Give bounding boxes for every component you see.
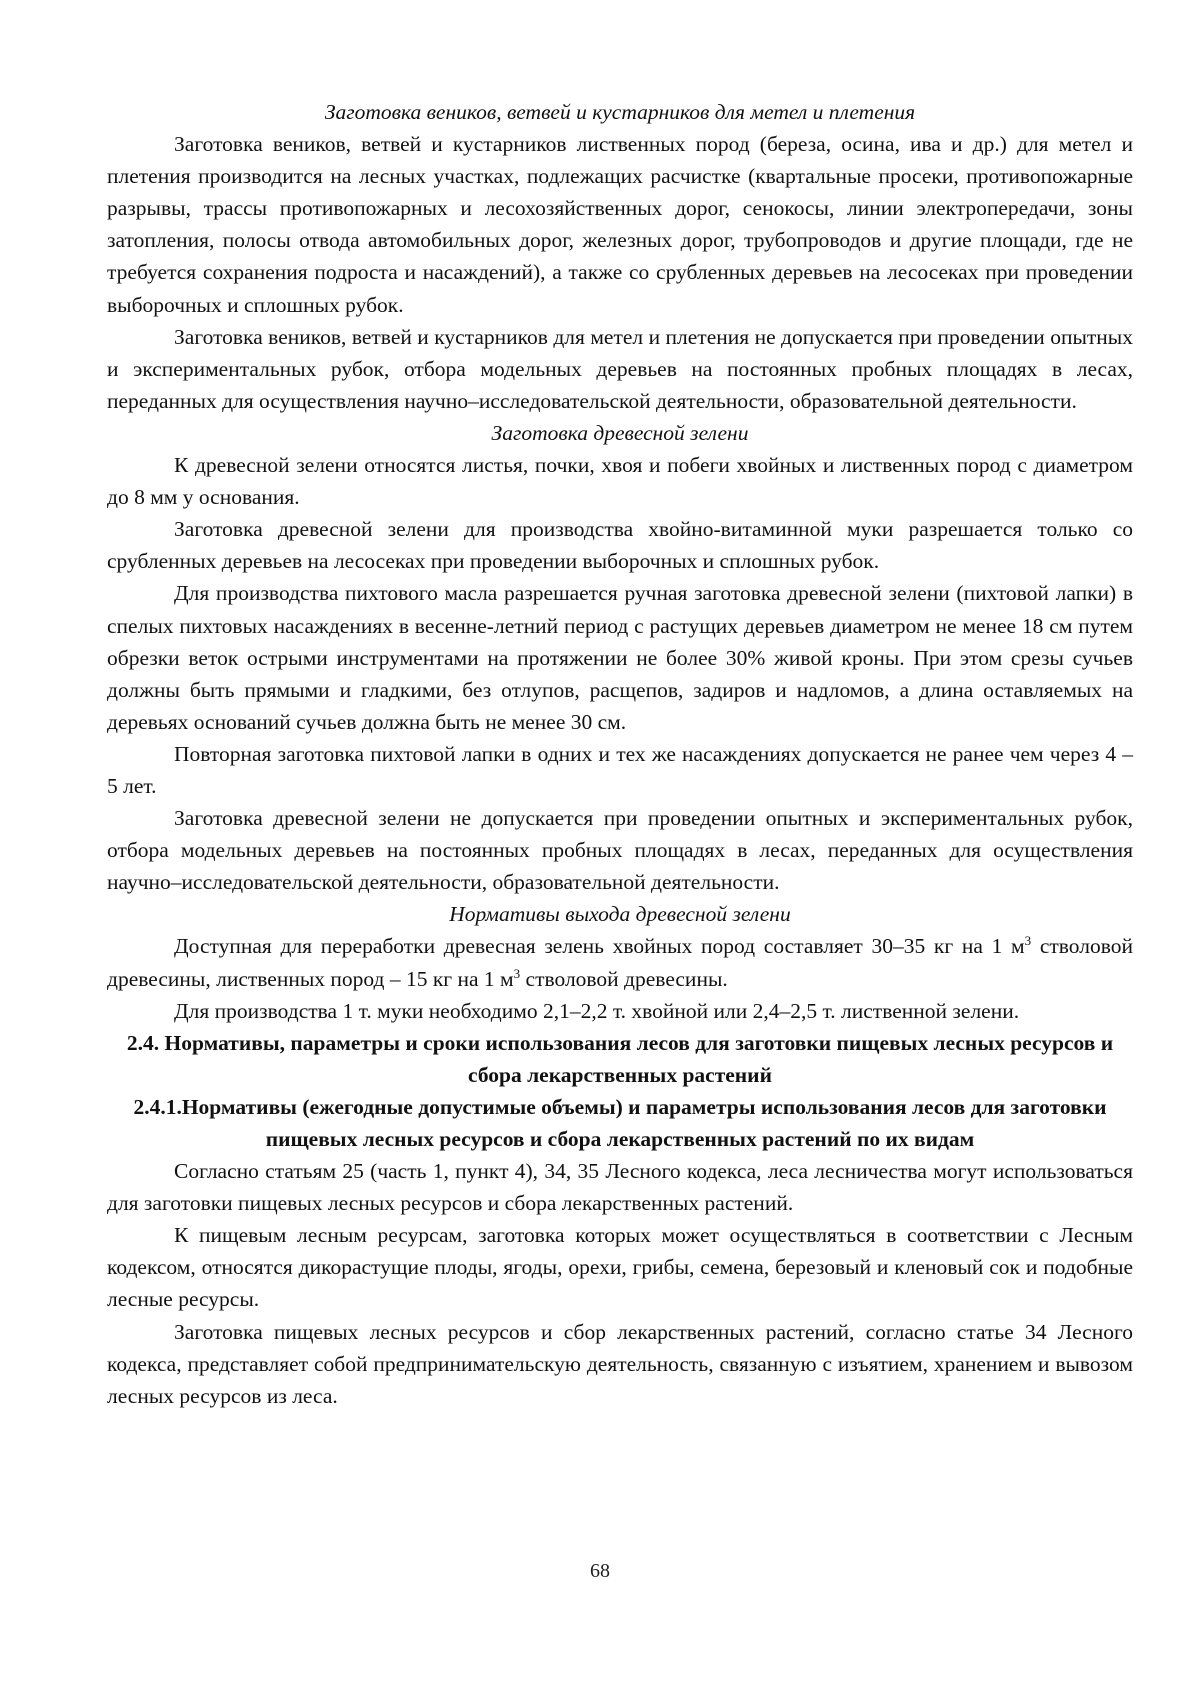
text-part: стволовой древесины. (520, 966, 728, 991)
paragraph: Заготовка веников, ветвей и кустарников для метел и плетения не допускается при проведении опытных и экспериментальных рубок, отбора модельных деревьев на постоянных пробных площадях в лесах, переданных для осуществления научно–исследовательской деятельности, образовательной деятельности. (107, 324, 1133, 413)
section-title-brooms: Заготовка веников, ветвей и кустарников для метел и плетения (324, 100, 916, 124)
paragraph: Для производства 1 т. муки необходимо 2,1–2,2 т. хвойной или 2,4–2,5 т. лиственной зелени. (174, 998, 1020, 1023)
paragraph: К пищевым лесным ресурсам, заготовка которых может осуществляться в соответствии с Лесным кодексом, относятся дикорастущие плоды, ягоды, орехи, грибы, семена, березовый и кленовый сок и подобные лесные ресурсы. (107, 1223, 1133, 1312)
paragraph: Заготовка веников, ветвей и кустарников лиственных пород (береза, осина, ива и др.) для метел и плетения производится на лесных участках, подлежащих расчистке (квартальные просеки, противопожарные разрывы, трассы противопожарных и лесохозяйственных дорог, сенокосы, линии электропередачи, зоны затопления, полосы отвода автомобильных дорог, железных дорог, трубопроводов и другие площади, где не требуется сохранения подроста и насаждений), а также со срубленных деревьев на лесосеках при проведении выборочных и сплошных рубок. (107, 132, 1133, 317)
section-title-greenery: Заготовка древесной зелени (491, 420, 749, 445)
heading-2-4: 2.4. Нормативы, параметры и сроки использования лесов для заготовки пищевых лесных ресурсов и сбора лекарственных растений (126, 1030, 1114, 1087)
document-page (107, 96, 1133, 1412)
section-title-norms: Нормативы выхода древесной зелени (449, 902, 791, 927)
paragraph: Заготовка древесной зелени для производства хвойно-витаминной муки разрешается только со срубленных деревьев на лесосеках при проведении выборочных и сплошных рубок. (107, 517, 1133, 574)
text-part: Доступная для переработки древесная зелень хвойных пород составляет 30–35 кг на 1 м (174, 934, 1025, 959)
text-part: стволовой древесины, лиственных пород – 15 кг на 1 м (107, 934, 1133, 991)
page-number: 68 (590, 1560, 610, 1582)
paragraph: Повторная заготовка пихтовой лапки в одних и тех же насаждениях допускается не ранее чем через 4 – 5 лет. (107, 741, 1133, 798)
paragraph: Согласно статьям 25 (часть 1, пункт 4), 34, 35 Лесного кодекса, леса лесничества могут использоваться для заготовки пищевых лесных ресурсов и сбора лекарственных растений. (107, 1159, 1133, 1216)
superscript: 3 (1024, 933, 1032, 949)
paragraph: Заготовка пищевых лесных ресурсов и сбор лекарственных растений, согласно статье 34 Лесного кодекса, представляет собой предпринимательскую деятельность, связанную с изъятием, хранением и вывозом лесных ресурсов из леса. (107, 1319, 1133, 1408)
heading-2-4-1: 2.4.1.Нормативы (ежегодные допустимые объемы) и параметры использования лесов для заготовки пищевых лесных ресурсов и сбора лекарственных растений по их видам (133, 1094, 1107, 1151)
paragraph: Для производства пихтового масла разрешается ручная заготовка древесной зелени (пихтовой лапки) в спелых пихтовых насаждениях в весенне-летний период с растущих деревьев диаметром не менее 18 см путем обрезки веток острыми инструментами на протяжении не более 30% живой кроны. При этом срезы сучьев должны быть прямыми и гладкими, без отлупов, расщепов, задиров и надломов, а длина оставляемых на деревьях оснований сучьев должна быть не менее 30 см. (107, 581, 1133, 734)
superscript: 3 (513, 965, 521, 981)
paragraph-norms-yield (107, 930, 1133, 994)
paragraph: Заготовка древесной зелени не допускается при проведении опытных и экспериментальных рубок, отбора модельных деревьев на постоянных пробных площадях в лесах, переданных для осуществления научно–исследовательской деятельности, образовательной деятельности. (107, 806, 1133, 895)
paragraph: К древесной зелени относятся листья, почки, хвоя и побеги хвойных и лиственных пород с диаметром до 8 мм у основания. (107, 453, 1133, 510)
